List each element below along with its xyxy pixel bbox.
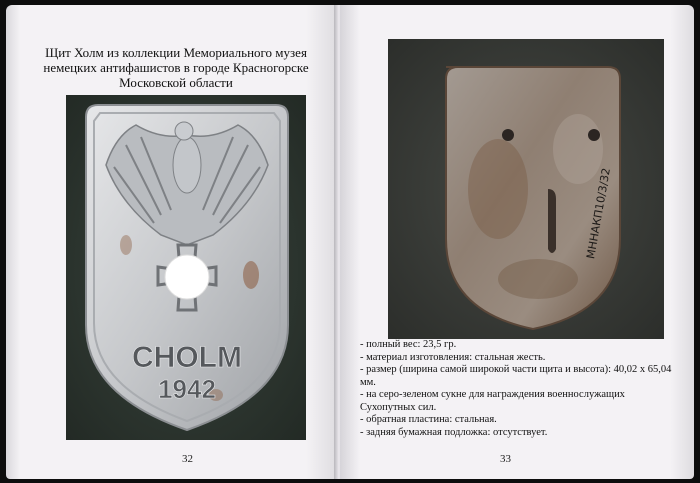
caption-line-1: Щит Холм из коллекции Мемориального музея [45,45,307,60]
page-number-right: 33 [500,453,511,465]
shield-text-cholm: CHOLM [132,341,242,374]
left-page [6,5,340,479]
shield-text-year: 1942 [158,374,216,404]
photo-caption [26,45,326,90]
spec-list [360,339,680,439]
spec-backplate: - обратная пластина: стальная. [360,414,497,425]
spec-weight: - полный вес: 23,5 гр. [360,339,457,350]
right-page [340,5,694,479]
spec-paper-backing: - задняя бумажная подложка: отсутствует. [360,426,548,438]
cholm-shield-image [66,95,306,440]
spec-cloth: - на серо-зеленом сукне для награждения военнослужащих Сухопутных сил. [360,389,625,413]
shield-back-image [388,39,664,339]
spec-size: - размер (ширина самой широкой части щита и высота): 40,02 х 65,04 мм. [360,364,672,388]
page-number-left: 32 [182,453,193,465]
spec-material: - материал изготовления: стальная жесть. [360,351,546,363]
shield-back-photo [388,39,664,339]
caption-line-3: Московской области [119,75,233,90]
caption-line-2: немецких антифашистов в городе Красногорске [43,60,309,75]
back-plate-inscription: МННАКП10/3/32 [584,166,613,260]
cholm-shield-photo [66,95,306,440]
